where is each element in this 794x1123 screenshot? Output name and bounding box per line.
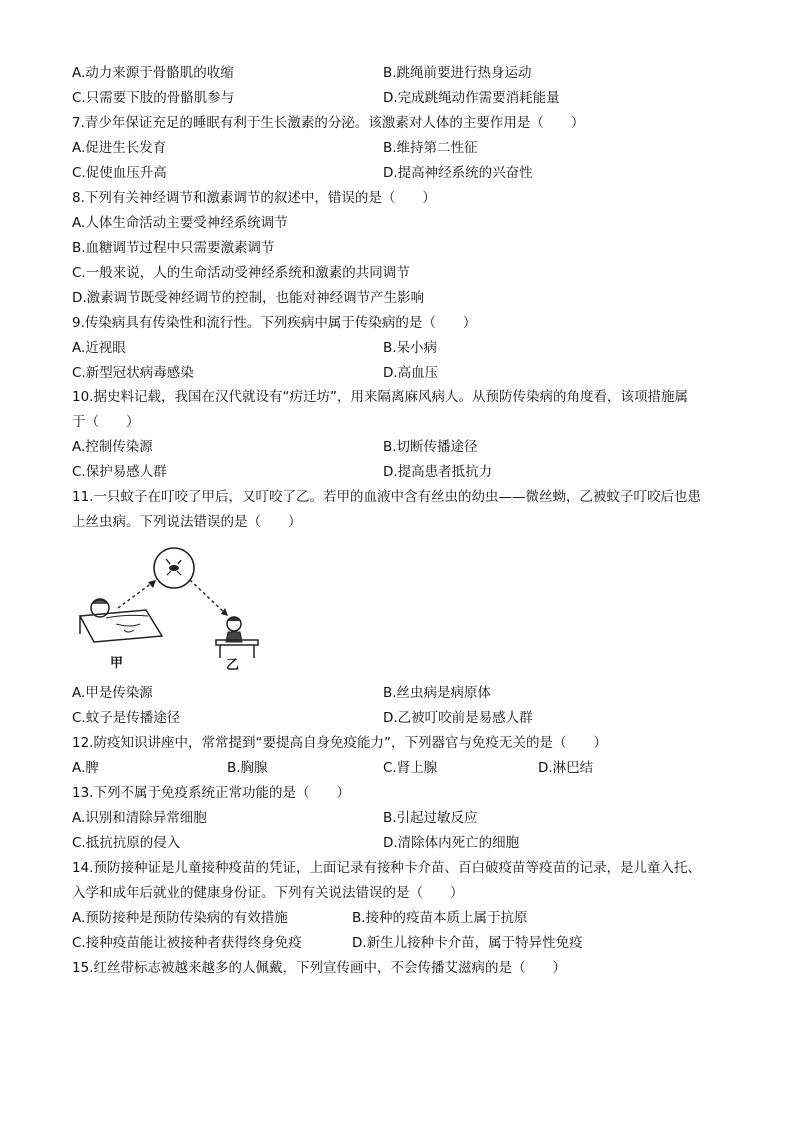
q11-stem-line1: 11.一只蚊子在叮咬了甲后，又叮咬了乙。若甲的血液中含有丝虫的幼虫——微丝蚴，乙被蚊子叮咬后也患 [72,489,701,505]
q7-option-a: A.促进生长发育 [72,140,167,156]
arrowhead-2 [221,608,228,616]
q7-stem: 7.青少年保证充足的睡眠有利于生长激素的分泌。该激素对人体的主要作用是（ ） [72,115,585,131]
q11-option-a: A.甲是传染源 [72,685,153,701]
q10-option-a: A.控制传染源 [72,439,153,455]
mosquito-transmission-figure [76,544,276,674]
q10-stem-line1: 10.据史料记载，我国在汉代就设有“疠迁坊”，用来隔离麻风病人。从预防传染病的角度看，该项措施属 [72,389,688,405]
arrow-mosquito-to-yi [190,580,228,616]
q9-option-c: C.新型冠状病毒感染 [72,365,194,381]
q14-option-b: B.接种的疫苗本质上属于抗原 [352,910,528,926]
q11-stem-line2: 上丝虫病。下列说法错误的是（ ） [72,514,302,530]
q15-stem: 15.红丝带标志被越来越多的人佩戴，下列宣传画中，不会传播艾滋病的是（ ） [72,960,566,976]
q14-option-c: C.接种疫苗能让被接种者获得终身免疫 [72,935,302,951]
figure-label-jia: 甲 [110,656,124,671]
q12-option-c: C.肾上腺 [383,760,438,776]
q12-option-b: B.胸腺 [227,760,268,776]
q9-option-d: D.高血压 [383,365,439,381]
q6-option-c: C.只需要下肢的骨骼肌参与 [72,90,235,106]
q10-stem-line2: 于（ ） [72,414,140,430]
child-at-desk-icon [216,617,258,658]
q13-option-b: B.引起过敏反应 [383,810,478,826]
q11-option-d: D.乙被叮咬前是易感人群 [383,710,533,726]
q6-option-b: B.跳绳前要进行热身运动 [383,65,532,81]
q11-option-c: C.蚊子是传播途径 [72,710,181,726]
q14-stem-line2: 入学和成年后就业的健康身份证。下列有关说法错误的是（ ） [72,885,464,901]
q8-stem: 8.下列有关神经调节和激素调节的叙述中，错误的是（ ） [72,190,436,206]
q7-option-d: D.提高神经系统的兴奋性 [383,165,533,181]
q12-option-d: D.淋巴结 [538,760,594,776]
q13-option-d: D.清除体内死亡的细胞 [383,835,520,851]
q8-option-b: B.血糖调节过程中只需要激素调节 [72,240,275,256]
q7-option-c: C.促使血压升高 [72,165,167,181]
q9-stem: 9.传染病具有传染性和流行性。下列疾病中属于传染病的是（ ） [72,315,477,331]
sick-person-in-bed-icon [80,599,162,642]
q13-stem: 13.下列不属于免疫系统正常功能的是（ ） [72,785,350,801]
q10-option-d: D.提高患者抵抗力 [383,464,493,480]
q14-stem-line1: 14.预防接种证是儿童接种疫苗的凭证，上面记录有接种卡介苗、百白破疫苗等疫苗的记录，是儿童入托、 [72,860,701,876]
q8-option-c: C.一般来说，人的生命活动受神经系统和激素的共同调节 [72,265,410,281]
q12-option-a: A.脾 [72,760,99,776]
q10-option-b: B.切断传播途径 [383,439,478,455]
q9-option-a: A.近视眼 [72,340,126,356]
q10-option-c: C.保护易感人群 [72,464,167,480]
q6-option-d: D.完成跳绳动作需要消耗能量 [383,90,560,106]
q14-option-d: D.新生儿接种卡介苗，属于特异性免疫 [352,935,583,951]
arrowhead-1 [148,580,156,588]
q8-option-d: D.激素调节既受神经调节的控制，也能对神经调节产生影响 [72,290,425,306]
q13-option-a: A.识别和清除异常细胞 [72,810,207,826]
q6-option-a: A.动力来源于骨骼肌的收缩 [72,65,234,81]
q14-option-a: A.预防接种是预防传染病的有效措施 [72,910,288,926]
figure-label-yi: 乙 [226,658,240,673]
q7-option-b: B.维持第二性征 [383,140,478,156]
q8-option-a: A.人体生命活动主要受神经系统调节 [72,215,288,231]
q11-option-b: B.丝虫病是病原体 [383,685,492,701]
q9-option-b: B.呆小病 [383,340,438,356]
q12-stem: 12.防疫知识讲座中，常常提到“要提高自身免疫能力”，下列器官与免疫无关的是（ ） [72,735,607,751]
transmission-illustration [76,544,276,674]
q13-option-c: C.抵抗抗原的侵入 [72,835,181,851]
mosquito-icon [166,559,181,575]
